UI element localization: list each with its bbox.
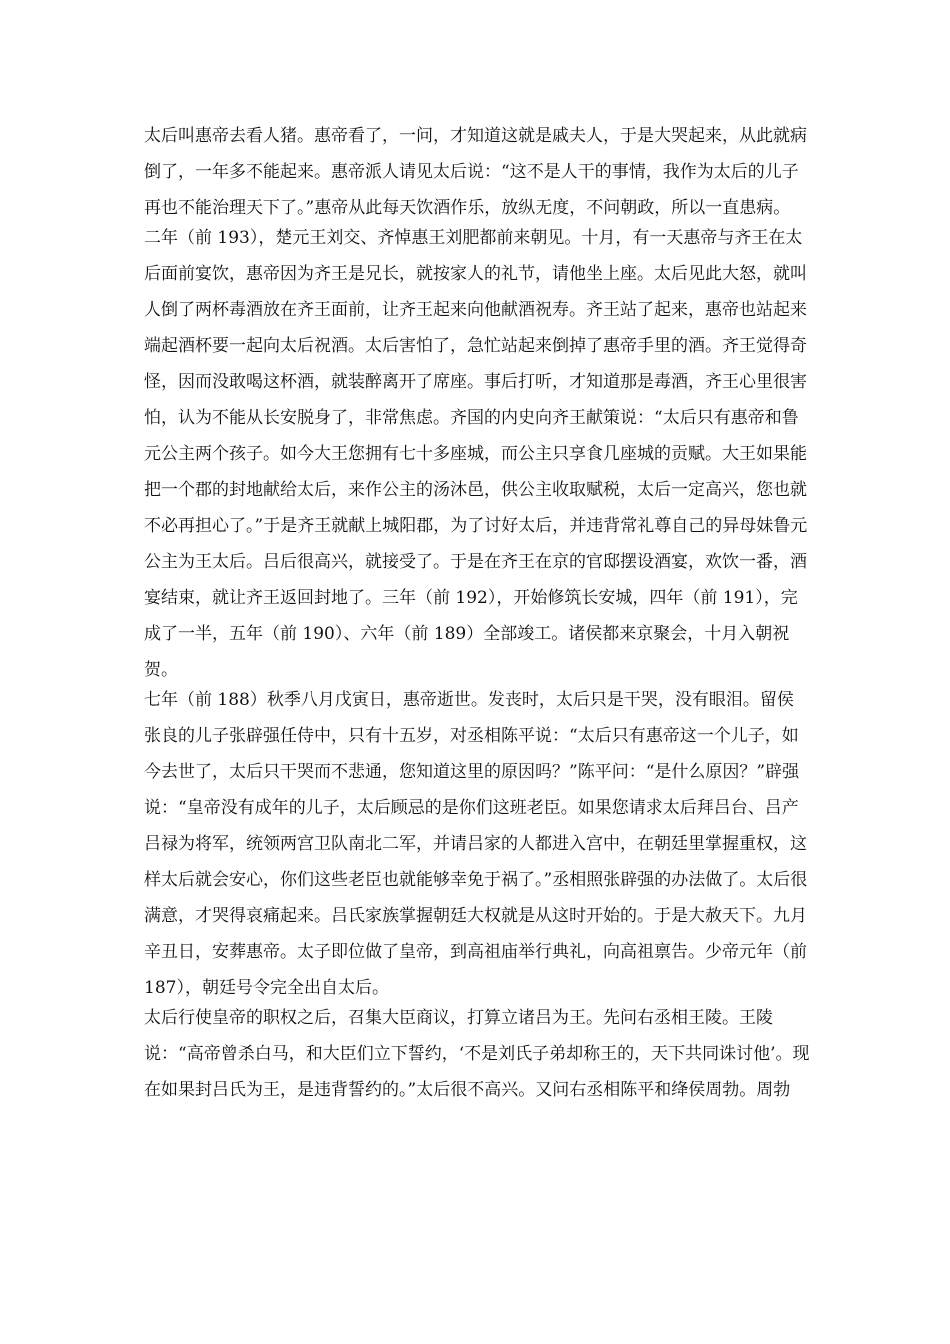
paragraph-4: 太后行使皇帝的职权之后，召集大臣商议，打算立诸吕为王。先问右丞相王陵。王陵说：“高帝曾杀白马，和大臣们立下誓约，‘不是刘氏子弟却称王的，天下共同诛讨他’。现在如果封吕氏为王，是违背誓约的。”太后很不高兴。又问右丞相陈平和绛侯周勃。周勃 [144, 1008, 810, 1100]
paragraph-1: 太后叫惠帝去看人猪。惠帝看了，一问，才知道这就是戚夫人，于是大哭起来，从此就病倒了，一年多不能起来。惠帝派人请见太后说：“这不是人干的事情，我作为太后的儿子再也不能治理天下了。”惠帝从此每天饮酒作乐，放纵无度，不问朝政，所以一直患病。 [144, 126, 807, 218]
paragraph-2: 二年（前 193），楚元王刘交、齐悼惠王刘肥都前来朝见。十月，有一天惠帝与齐王在太后面前宴饮，惠帝因为齐王是兄长，就按家人的礼节，请他坐上座。太后见此大怒，就叫人倒了两杯毒酒放在齐王面前，让齐王起来向他献酒祝寿。齐王站了起来，惠帝也站起来端起酒杯要一起向太后祝酒。太后害怕了，急忙站起来倒掉了惠帝手里的酒。齐王觉得奇怪，因而没敢喝这杯酒，就装醉离开了席座。事后打听，才知道那是毒酒，齐王心里很害怕，认为不能从长安脱身了，非常焦虑。齐国的内史向齐王献策说：“太后只有惠帝和鲁元公主两个孩子。如今大王您拥有七十多座城，而公主只享食几座城的贡赋。大王如果能把一个郡的封地献给太后，来作公主的汤沐邑，供公主收取赋税，太后一定高兴，您也就不必再担心了。”于是齐王就献上城阳郡，为了讨好太后，并违背常礼尊自己的异母妹鲁元公主为王太后。吕后很高兴，就接受了。于是在齐王在京的官邸摆设酒宴，欢饮一番，酒宴结束，就让齐王返回封地了。三年（前 192），开始修筑长安城，四年（前 191），完成了一半，五年（前 190）、六年（前 189）全部竣工。诸侯都来京聚会，十月入朝祝贺。 [144, 228, 808, 680]
paragraph-3: 七年（前 188）秋季八月戊寅日，惠帝逝世。发丧时，太后只是干哭，没有眼泪。留侯张良的儿子张辟强任侍中，只有十五岁，对丞相陈平说：“太后只有惠帝这一个儿子，如今去世了，太后只干哭而不悲通，您知道这里的原因吗？”陈平问：“是什么原因？”辟强说：“皇帝没有成年的儿子，太后顾忌的是你们这班老臣。如果您请求太后拜吕台、吕产吕禄为将军，统领两宫卫队南北二军，并请吕家的人都进入宫中，在朝廷里掌握重权，这样太后就会安心，你们这些老臣也就能够幸免于祸了。”丞相照张辟强的办法做了。太后很满意，才哭得哀痛起来。吕氏家族掌握朝廷大权就是从这时开始的。于是大赦天下。九月辛丑日，安葬惠帝。太子即位做了皇帝，到高祖庙举行典礼，向高祖禀告。少帝元年（前 187），朝廷号令完全出自太后。 [144, 690, 808, 998]
body-text [144, 118, 810, 1108]
